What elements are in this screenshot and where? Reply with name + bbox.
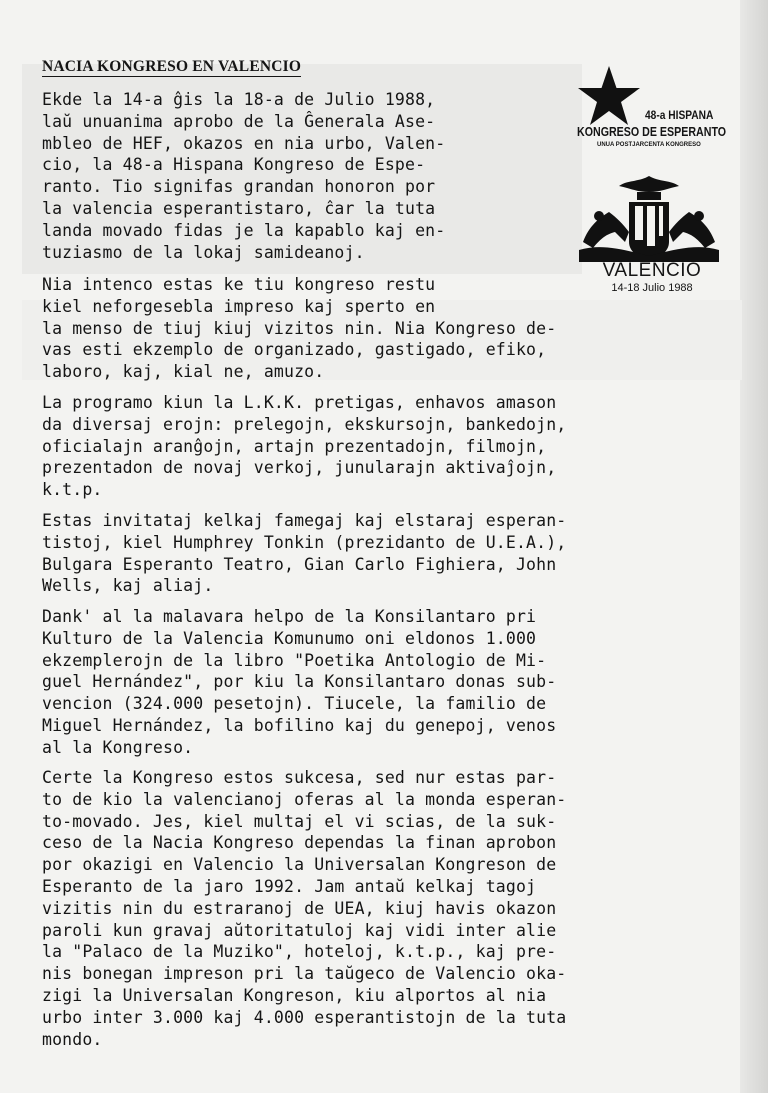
text-line: Nia intenco estas ke tiu kongreso restu [42, 275, 436, 294]
logo-subtitle: UNUA POSTJARCENTA KONGRESO [597, 142, 701, 148]
text-line: to de kio la valencianoj oferas al la monda esperan- [42, 789, 567, 809]
text-line: Ekde la 14-a ĝis la 18-a de Julio 1988, [42, 90, 436, 109]
text-line: Estas invitataj kelkaj famegaj kaj elstaraj esperan- [42, 511, 567, 530]
text-line: oficialajn aranĝojn, artajn prezentadojn, filmojn, [42, 436, 547, 456]
text-line: to-movado. Jes, kiel multaj el vi scias, de la suk- [42, 811, 557, 831]
text-line: urbo inter 3.000 kaj 4.000 esperantistojn de la tuta [42, 1007, 567, 1027]
text-line: la "Palaco de la Muziko", hoteloj, k.t.p., kaj pre- [42, 942, 557, 962]
text-line: prezentadon de novaj verkoj, junularajn aktivaĵojn, [42, 458, 557, 478]
text-line: Esperanto de la jaro 1992. Jam antaŭ kelkaj tagoj [42, 876, 537, 896]
text-line: La programo kiun la L.K.K. pretigas, enhavos amason [42, 393, 557, 412]
star-icon [577, 64, 641, 128]
paragraph [42, 392, 566, 501]
text-line: la valencia esperantistaro, ĉar la tuta [42, 198, 436, 218]
text-line: laŭ unuanima aprobo de la Ĝenerala Ase- [42, 111, 436, 131]
text-line: landa movado fidas je la kapablo kaj en- [42, 220, 446, 240]
text-line: kiel neforgesebla impreso kaj sperto en [42, 296, 436, 316]
text-line: laboro, kaj, kial ne, amuzo. [42, 362, 325, 382]
text-line: ceso de la Nacia Kongreso dependas la finan aprobon [42, 833, 557, 853]
text-line: tistoj, kiel Humphrey Tonkin (prezidanto de U.E.A.), [42, 532, 567, 552]
text-line: guel Hernández", por kiu la Konsilantaro donas sub- [42, 672, 557, 692]
text-line: Bulgara Esperanto Teatro, Gian Carlo Fighiera, John [42, 554, 557, 574]
text-line: k.t.p. [42, 480, 103, 500]
logo-edition: 48-a HISPANA [645, 108, 714, 122]
text-line: nis bonegan impreson pri la taŭgeco de Valencio oka- [42, 964, 567, 984]
paragraph [42, 510, 566, 597]
text-line: la menso de tiuj kiuj vizitos nin. Nia Kongreso de- [42, 318, 557, 338]
paragraph [42, 274, 556, 383]
text-line: al la Kongreso. [42, 737, 194, 757]
text-line: Miguel Hernández, la bofilino kaj du genepoj, venos [42, 715, 557, 735]
text-line: tuziasmo de la lokaj samideanoj. [42, 242, 365, 262]
logo-dates: 14-18 Julio 1988 [611, 282, 693, 294]
paragraph [42, 606, 556, 759]
article-heading: NACIA KONGRESO EN VALENCIO [42, 58, 302, 75]
valencia-coat-of-arms-icon [579, 172, 719, 262]
text-line: por okazigi en Valencio la Universalan Kongreson de [42, 855, 557, 875]
page-edge-shadow [740, 0, 768, 1093]
text-line: Kulturo de la Valencia Komunumo oni eldonos 1.000 [42, 628, 537, 648]
text-line: ekzemplerojn de la libro "Poetika Antologio de Mi- [42, 650, 547, 670]
paragraph [42, 767, 566, 1050]
logo-title: KONGRESO DE ESPERANTO [577, 124, 727, 139]
text-line: paroli kun gravaj aŭtoritatuloj kaj vidi inter alie [42, 920, 557, 940]
text-line: vas esti ekzemplo de organizado, gastigado, efiko, [42, 340, 547, 360]
text-line: Certe la Kongreso estos sukcesa, sed nur estas par- [42, 768, 557, 787]
text-line: mondo. [42, 1029, 103, 1049]
text-line: Wells, kaj aliaj. [42, 576, 214, 596]
logo-city: VALENCIO [602, 260, 702, 281]
text-line: zigi la Universalan Kongreson, kiu alportos al nia [42, 985, 547, 1005]
congress-logo [577, 60, 727, 300]
text-line: ranto. Tio signifas grandan honoron por [42, 177, 436, 197]
text-line: vizitis nin du estraranoj de UEA, kiuj havis okazon [42, 898, 557, 918]
text-line: cio, la 48-a Hispana Kongreso de Espe- [42, 155, 426, 175]
text-line: da diversaj erojn: prelegojn, ekskursojn, bankedojn, [42, 414, 567, 434]
text-line: Dank' al la malavara helpo de la Konsilantaro pri [42, 607, 537, 626]
text-line: vencion (324.000 pesetojn). Tiucele, la familio de [42, 694, 547, 714]
paragraph [42, 89, 445, 263]
text-line: mbleo de HEF, okazos en nia urbo, Valen- [42, 133, 446, 153]
